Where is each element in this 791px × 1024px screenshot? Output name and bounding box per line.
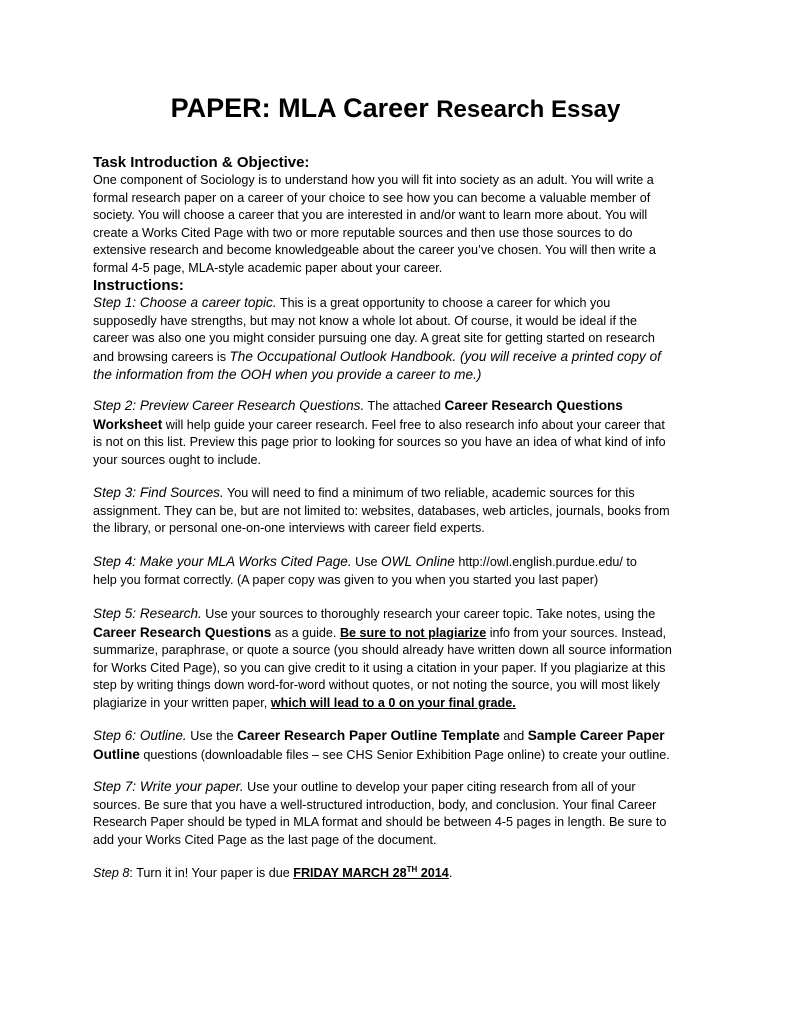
step-4	[93, 553, 705, 589]
step-6-text: Use the	[186, 729, 238, 743]
intro-line: formal 4-5 page, MLA-style academic paper about your career.	[93, 260, 443, 275]
sample-outline-name: Sample Career Paper	[527, 728, 665, 743]
step-1	[93, 294, 705, 384]
step-6-text: and	[499, 729, 528, 743]
title-part-a: PAPER: MLA Career	[170, 93, 429, 123]
intro-line: One component of Sociology is to understand how you will fit into society as an adult. You will write a	[93, 173, 654, 187]
due-date-suffix: TH	[406, 865, 418, 874]
step-2-text: is not on this list. Preview this page prior to looking for sources so you have an idea of what kind of info	[93, 435, 666, 449]
step-6-label: Step 6: Outline.	[93, 728, 187, 743]
step-1-text: supposedly have strengths, but may not know a whole lot about. Of course, it would be ideal if the	[93, 313, 637, 328]
intro-line: extensive research and become knowledgeable about the career you’ve chosen. You will then write a	[93, 243, 656, 257]
intro-line: society. You will choose a career that you are interested in and/or want to learn more about. You will	[93, 208, 648, 222]
step-5	[93, 605, 705, 712]
page-title	[0, 91, 791, 127]
step-3-text: You will need to find a minimum of two reliable, academic sources for this	[223, 486, 635, 500]
step-4-text: Use	[351, 555, 382, 569]
ooh-reference: The Occupational Outlook Handbook. (you will receive a printed copy of	[229, 348, 661, 364]
step-7	[93, 778, 705, 849]
step-8-end: .	[448, 866, 453, 880]
step-1-text: This is a great opportunity to choose a career for which you	[276, 296, 611, 310]
step-4-label: Step 4: Make your MLA Works Cited Page.	[93, 554, 352, 569]
step-6	[93, 727, 705, 764]
owl-url: http://owl.english.purdue.edu/ to	[454, 555, 637, 569]
due-date	[293, 866, 449, 880]
step-5-text: Use your sources to thoroughly research your career topic. Take notes, using the	[201, 607, 656, 621]
step-2-text: The attached	[364, 399, 445, 413]
instructions-heading: Instructions:	[93, 277, 184, 294]
step-5-text: summarize, paraphrase, or quote a source (you should already have written down all source information	[93, 643, 672, 657]
step-2	[93, 397, 705, 469]
grade-warning: which will lead to a 0 on your final grade.	[270, 695, 516, 710]
step-3-text: assignment. They can be, but are not limited to: websites, databases, web articles, journals, books from	[93, 503, 670, 518]
step-1-label: Step 1: Choose a career topic.	[93, 295, 277, 310]
due-date-year: 2014	[417, 866, 449, 880]
intro-paragraph	[93, 172, 705, 277]
step-5-text: as a guide.	[271, 625, 340, 640]
sample-outline-name: Outline	[93, 746, 140, 762]
outline-template-name: Career Research Paper Outline Template	[237, 728, 500, 743]
task-heading: Task Introduction & Objective:	[93, 154, 310, 171]
step-3-label: Step 3: Find Sources.	[93, 485, 224, 500]
step-1-text: career was also one you might consider pursuing one day. A great site for getting started on research	[93, 331, 655, 345]
step-5-text: plagiarize in your written paper,	[93, 695, 271, 710]
step-6-text: questions (downloadable files – see CHS Senior Exhibition Page online) to create your outline.	[139, 747, 670, 762]
worksheet-name: Career Research Questions	[444, 398, 623, 413]
step-7-text: add your Works Cited Page as the last page of the document.	[93, 832, 437, 847]
step-5-text: info from your sources. Instead,	[486, 625, 667, 640]
intro-line: create a Works Cited Page with two or more reputable sources and then use those sources to do	[93, 225, 633, 240]
worksheet-name: Career Research Questions	[93, 624, 272, 640]
step-1-text: and browsing careers is	[93, 349, 230, 364]
step-7-text: Use your outline to develop your paper citing research from all of your	[243, 780, 636, 794]
due-date-text: FRIDAY MARCH 28	[293, 866, 407, 880]
step-5-label: Step 5: Research.	[93, 606, 202, 621]
step-5-text: for Works Cited Page), so you can give credit to it using a citation in your paper. If you plagiarize at this	[93, 660, 666, 675]
intro-line: formal research paper on a career of your choice to see how you can become a valuable member of	[93, 190, 651, 205]
step-2-text: your sources ought to include.	[93, 452, 262, 467]
step-8-text: : Turn it in! Your paper is due	[129, 866, 294, 880]
owl-online: OWL Online	[381, 554, 455, 569]
ooh-note: the information from the OOH when you provide a career to me.)	[93, 367, 482, 382]
step-2-text: will help guide your career research. Feel free to also research info about your career that	[162, 417, 665, 432]
step-3	[93, 484, 705, 538]
step-7-text: Research Paper should be typed in MLA format and should be between 4-5 pages in length. Be sure to	[93, 815, 667, 829]
step-7-label: Step 7: Write your paper.	[93, 779, 244, 794]
step-4-text: help you format correctly. (A paper copy was given to you when you started you last paper)	[93, 572, 599, 587]
step-8-label: Step 8	[93, 866, 130, 880]
step-8	[93, 865, 705, 883]
step-5-text: step by writing things down word-for-word without quotes, or not noting the source, you will most likely	[93, 678, 660, 692]
title-part-b: Research Essay	[436, 96, 621, 123]
worksheet-name: Worksheet	[93, 416, 163, 432]
step-2-label: Step 2: Preview Career Research Questions.	[93, 398, 365, 413]
step-3-text: the library, or personal one-on-one interviews with career field experts.	[93, 521, 485, 535]
plagiarize-warning: Be sure to not plagiarize	[339, 625, 487, 640]
step-7-text: sources. Be sure that you have a well-structured introduction, body, and conclusion. Your final Career	[93, 797, 657, 812]
